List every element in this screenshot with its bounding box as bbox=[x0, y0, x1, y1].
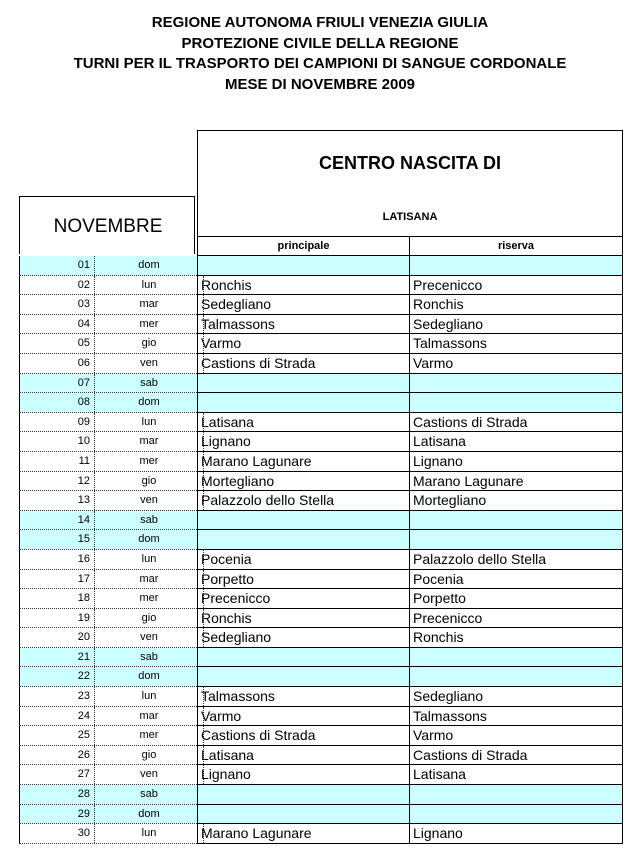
weekday: lun bbox=[95, 687, 204, 706]
day-number: 13 bbox=[19, 491, 95, 510]
day-column bbox=[19, 256, 197, 844]
day-number: 10 bbox=[19, 432, 95, 451]
schedule-row bbox=[197, 432, 623, 452]
schedule-row bbox=[197, 589, 623, 609]
weekday: mer bbox=[95, 589, 204, 608]
day-number: 05 bbox=[19, 334, 95, 353]
day-row bbox=[19, 530, 197, 550]
riserva-cell: Varmo bbox=[410, 354, 623, 373]
principale-cell: Palazzolo dello Stella bbox=[197, 491, 410, 510]
day-number: 15 bbox=[19, 530, 95, 549]
schedule-body bbox=[197, 256, 623, 844]
weekday: ven bbox=[95, 628, 204, 647]
schedule-row bbox=[197, 707, 623, 727]
day-row bbox=[19, 256, 197, 276]
weekday: dom bbox=[95, 530, 204, 549]
day-row bbox=[19, 472, 197, 492]
riserva-cell: Talmassons bbox=[410, 334, 623, 353]
centro-header-cell bbox=[197, 130, 623, 236]
weekday: dom bbox=[95, 667, 204, 686]
schedule-row bbox=[197, 746, 623, 766]
header-agency: PROTEZIONE CIVILE DELLA REGIONE bbox=[181, 34, 459, 52]
day-row bbox=[19, 589, 197, 609]
weekday: gio bbox=[95, 609, 204, 628]
principale-cell: Sedegliano bbox=[197, 295, 410, 314]
day-number: 03 bbox=[19, 295, 95, 314]
schedule-row bbox=[197, 511, 623, 531]
day-number: 12 bbox=[19, 472, 95, 491]
day-row bbox=[19, 570, 197, 590]
schedule-row bbox=[197, 374, 623, 394]
weekday: lun bbox=[95, 276, 204, 295]
riserva-cell bbox=[410, 393, 623, 412]
principale-cell bbox=[197, 785, 410, 804]
day-row bbox=[19, 452, 197, 472]
weekday: lun bbox=[95, 824, 204, 843]
day-row bbox=[19, 511, 197, 531]
schedule-row bbox=[197, 726, 623, 746]
principale-cell: Talmassons bbox=[197, 687, 410, 706]
schedule-row bbox=[197, 550, 623, 570]
schedule-row bbox=[197, 648, 623, 668]
weekday: sab bbox=[95, 648, 204, 667]
day-number: 26 bbox=[19, 746, 95, 765]
principale-cell: Pocenia bbox=[197, 550, 410, 569]
day-row bbox=[19, 707, 197, 727]
weekday: mer bbox=[95, 726, 204, 745]
weekday: sab bbox=[95, 511, 204, 530]
day-row bbox=[19, 334, 197, 354]
weekday: gio bbox=[95, 472, 204, 491]
riserva-cell: Palazzolo dello Stella bbox=[410, 550, 623, 569]
header-subject: TURNI PER IL TRASPORTO DEI CAMPIONI DI SANGUE CORDONALE bbox=[73, 55, 567, 72]
principale-cell: Ronchis bbox=[197, 276, 410, 295]
riserva-cell: Latisana bbox=[410, 432, 623, 451]
day-row bbox=[19, 491, 197, 511]
weekday: dom bbox=[95, 256, 204, 275]
day-row bbox=[19, 628, 197, 648]
principale-cell bbox=[197, 648, 410, 667]
day-row bbox=[19, 550, 197, 570]
schedule-row bbox=[197, 805, 623, 825]
day-row bbox=[19, 393, 197, 413]
principale-cell: Varmo bbox=[197, 334, 410, 353]
day-row bbox=[19, 667, 197, 687]
schedule-row bbox=[197, 628, 623, 648]
principale-cell: Varmo bbox=[197, 707, 410, 726]
schedule-row bbox=[197, 530, 623, 550]
principale-cell: Precenicco bbox=[197, 589, 410, 608]
day-number: 28 bbox=[19, 785, 95, 804]
day-row bbox=[19, 413, 197, 433]
day-number: 17 bbox=[19, 570, 95, 589]
day-number: 09 bbox=[19, 413, 95, 432]
weekday: ven bbox=[95, 491, 204, 510]
day-row bbox=[19, 295, 197, 315]
schedule-row bbox=[197, 570, 623, 590]
principale-cell: Marano Lagunare bbox=[197, 452, 410, 471]
principale-cell: Talmassons bbox=[197, 315, 410, 334]
header-month: MESE DI NOVEMBRE 2009 bbox=[224, 75, 416, 93]
column-headers bbox=[197, 236, 623, 256]
weekday: mer bbox=[95, 315, 204, 334]
document-header bbox=[0, 13, 640, 95]
weekday: sab bbox=[95, 785, 204, 804]
day-number: 02 bbox=[19, 276, 95, 295]
weekday: ven bbox=[95, 354, 204, 373]
schedule-row bbox=[197, 824, 623, 844]
riserva-cell: Lignano bbox=[410, 824, 623, 843]
weekday: dom bbox=[95, 393, 204, 412]
day-number: 16 bbox=[19, 550, 95, 569]
day-row bbox=[19, 432, 197, 452]
riserva-cell: Porpetto bbox=[410, 589, 623, 608]
month-label: NOVEMBRE bbox=[53, 216, 163, 237]
weekday: lun bbox=[95, 413, 204, 432]
riserva-cell: Precenicco bbox=[410, 276, 623, 295]
day-row bbox=[19, 785, 197, 805]
weekday: mar bbox=[95, 432, 204, 451]
day-number: 30 bbox=[19, 824, 95, 843]
principale-cell bbox=[197, 805, 410, 824]
centro-label: CENTRO NASCITA DI bbox=[319, 153, 501, 173]
riserva-cell: Pocenia bbox=[410, 570, 623, 589]
weekday: mer bbox=[95, 452, 204, 471]
day-number: 24 bbox=[19, 707, 95, 726]
riserva-cell: Talmassons bbox=[410, 707, 623, 726]
day-row bbox=[19, 609, 197, 629]
riserva-cell: Latisana bbox=[410, 765, 623, 784]
weekday: dom bbox=[95, 805, 204, 824]
schedule-row bbox=[197, 667, 623, 687]
riserva-cell: Sedegliano bbox=[410, 687, 623, 706]
riserva-cell bbox=[410, 805, 623, 824]
riserva-cell bbox=[410, 256, 623, 275]
schedule-row bbox=[197, 491, 623, 511]
day-row bbox=[19, 805, 197, 825]
header-region: REGIONE AUTONOMA FRIULI VENEZIA GIULIA bbox=[151, 14, 489, 31]
day-row bbox=[19, 354, 197, 374]
day-number: 07 bbox=[19, 374, 95, 393]
principale-cell bbox=[197, 374, 410, 393]
schedule-row bbox=[197, 315, 623, 335]
riserva-cell bbox=[410, 530, 623, 549]
riserva-cell: Castions di Strada bbox=[410, 413, 623, 432]
day-row bbox=[19, 687, 197, 707]
day-number: 21 bbox=[19, 648, 95, 667]
riserva-cell bbox=[410, 374, 623, 393]
day-number: 25 bbox=[19, 726, 95, 745]
day-number: 11 bbox=[19, 452, 95, 471]
day-number: 04 bbox=[19, 315, 95, 334]
day-row bbox=[19, 648, 197, 668]
weekday: ven bbox=[95, 765, 204, 784]
principale-cell bbox=[197, 511, 410, 530]
principale-cell: Sedegliano bbox=[197, 628, 410, 647]
schedule-row bbox=[197, 334, 623, 354]
riserva-cell: Ronchis bbox=[410, 628, 623, 647]
riserva-cell bbox=[410, 648, 623, 667]
schedule-row bbox=[197, 785, 623, 805]
principale-cell bbox=[197, 530, 410, 549]
principale-cell: Mortegliano bbox=[197, 472, 410, 491]
principale-cell bbox=[197, 667, 410, 686]
column-header-riserva: riserva bbox=[497, 240, 535, 252]
weekday: gio bbox=[95, 334, 204, 353]
weekday: mar bbox=[95, 570, 204, 589]
principale-cell: Ronchis bbox=[197, 609, 410, 628]
weekday: mar bbox=[95, 707, 204, 726]
principale-cell bbox=[197, 256, 410, 275]
day-number: 22 bbox=[19, 667, 95, 686]
day-row bbox=[19, 746, 197, 766]
riserva-cell: Sedegliano bbox=[410, 315, 623, 334]
day-number: 01 bbox=[19, 256, 95, 275]
riserva-cell: Marano Lagunare bbox=[410, 472, 623, 491]
schedule-row bbox=[197, 472, 623, 492]
day-number: 29 bbox=[19, 805, 95, 824]
principale-cell: Marano Lagunare bbox=[197, 824, 410, 843]
column-header-principale: principale bbox=[198, 237, 410, 255]
principale-cell bbox=[197, 393, 410, 412]
principale-cell: Castions di Strada bbox=[197, 354, 410, 373]
riserva-cell: Ronchis bbox=[410, 295, 623, 314]
schedule-row bbox=[197, 687, 623, 707]
riserva-cell bbox=[410, 667, 623, 686]
weekday: gio bbox=[95, 746, 204, 765]
riserva-cell: Lignano bbox=[410, 452, 623, 471]
schedule-row bbox=[197, 295, 623, 315]
riserva-cell: Mortegliano bbox=[410, 491, 623, 510]
day-number: 14 bbox=[19, 511, 95, 530]
principale-cell: Latisana bbox=[197, 413, 410, 432]
day-row bbox=[19, 824, 197, 844]
riserva-cell: Precenicco bbox=[410, 609, 623, 628]
principale-cell: Lignano bbox=[197, 765, 410, 784]
day-number: 08 bbox=[19, 393, 95, 412]
schedule-row bbox=[197, 413, 623, 433]
day-number: 18 bbox=[19, 589, 95, 608]
day-number: 20 bbox=[19, 628, 95, 647]
schedule-row bbox=[197, 765, 623, 785]
riserva-cell: Varmo bbox=[410, 726, 623, 745]
day-number: 06 bbox=[19, 354, 95, 373]
riserva-cell bbox=[410, 511, 623, 530]
day-number: 27 bbox=[19, 765, 95, 784]
day-number: 19 bbox=[19, 609, 95, 628]
day-row bbox=[19, 726, 197, 746]
schedule-row bbox=[197, 609, 623, 629]
principale-cell: Castions di Strada bbox=[197, 726, 410, 745]
riserva-cell bbox=[410, 785, 623, 804]
principale-cell: Porpetto bbox=[197, 570, 410, 589]
schedule-row bbox=[197, 452, 623, 472]
day-number: 23 bbox=[19, 687, 95, 706]
schedule-row bbox=[197, 256, 623, 276]
weekday: lun bbox=[95, 550, 204, 569]
riserva-cell: Castions di Strada bbox=[410, 746, 623, 765]
principale-cell: Lignano bbox=[197, 432, 410, 451]
city-label: LATISANA bbox=[382, 211, 438, 223]
principale-cell: Latisana bbox=[197, 746, 410, 765]
weekday: mar bbox=[95, 295, 204, 314]
weekday: sab bbox=[95, 374, 204, 393]
day-row bbox=[19, 374, 197, 394]
schedule-row bbox=[197, 354, 623, 374]
day-row bbox=[19, 765, 197, 785]
day-row bbox=[19, 315, 197, 335]
schedule-row bbox=[197, 393, 623, 413]
day-row bbox=[19, 276, 197, 296]
schedule-row bbox=[197, 276, 623, 296]
